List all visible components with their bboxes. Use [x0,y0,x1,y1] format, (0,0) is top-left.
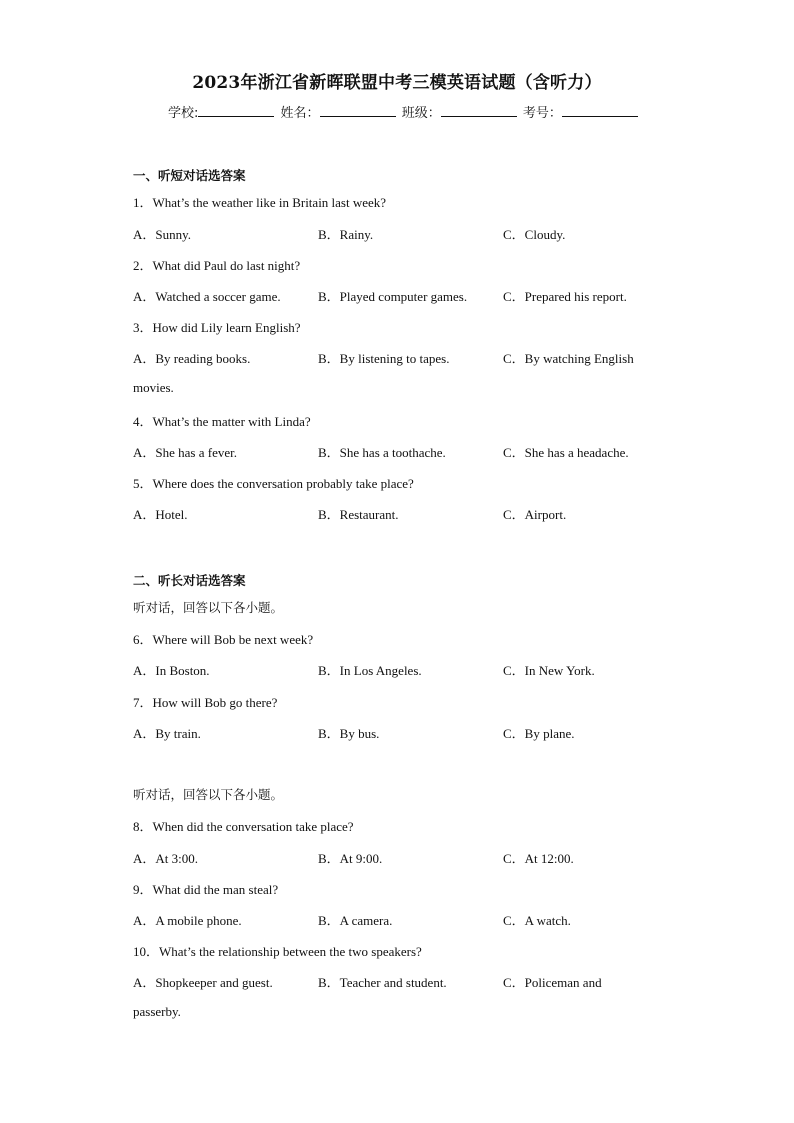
q1-option-c: C．Cloudy. [503,227,566,242]
q10-option-b: B．Teacher and student. [318,975,447,990]
section2-intro-1: 听对话，回答以下各小题。 [133,600,284,615]
question-8: 8．When did the conversation take place? [133,819,354,834]
q7-option-a: A．By train. [133,726,201,741]
q6-option-a: A．In Boston. [133,663,210,678]
section-heading-2: 二、听长对话选答案 [133,573,246,588]
q9-option-b: B．A camera. [318,913,393,928]
q3-option-c-continued: movies. [133,380,174,395]
q10-option-a: A．Shopkeeper and guest. [133,975,273,990]
section-heading-1: 一、听短对话选答案 [133,168,246,183]
name-blank[interactable] [320,104,396,117]
q2-option-b: B．Played computer games. [318,289,468,304]
q9-option-a: A．A mobile phone. [133,913,242,928]
q6-option-b: B．In Los Angeles. [318,663,422,678]
q8-option-a: A．At 3:00. [133,851,199,866]
question-7: 7．How will Bob go there? [133,695,278,710]
question-1: 1．What’s the weather like in Britain last week? [133,195,387,210]
q3-option-c: C．By watching English [503,351,634,366]
number-blank[interactable] [562,104,638,117]
school-label: 学校: [168,106,199,121]
name-label: 姓名： [280,106,320,121]
q5-option-b: B．Restaurant. [318,507,399,522]
q3-option-a: A．By reading books. [133,351,251,366]
question-4: 4．What’s the matter with Linda? [133,414,311,429]
q7-option-b: B．By bus. [318,726,380,741]
school-blank[interactable] [198,104,274,117]
section2-intro-2: 听对话，回答以下各小题。 [133,787,284,802]
q4-option-b: B．She has a toothache. [318,445,446,460]
q8-option-c: C．At 12:00. [503,851,574,866]
q6-option-c: C．In New York. [503,663,595,678]
q7-option-c: C．By plane. [503,726,575,741]
question-3: 3．How did Lily learn English? [133,320,301,335]
page-title: 2023年浙江省新晖联盟中考三模英语试题（含听力） [192,73,602,93]
q9-option-c: C．A watch. [503,913,571,928]
class-label: 班级： [401,106,441,121]
question-9: 9．What did the man steal? [133,882,279,897]
q2-option-c: C．Prepared his report. [503,289,627,304]
question-10: 10．What’s the relationship between the two speakers? [133,944,422,959]
question-5: 5．Where does the conversation probably take place? [133,476,414,491]
question-2: 2．What did Paul do last night? [133,258,301,273]
student-info-line [168,102,640,121]
q10-option-c: C．Policeman and [503,975,602,990]
class-blank[interactable] [441,104,517,117]
q4-option-a: A．She has a fever. [133,445,237,460]
q1-option-a: A．Sunny. [133,227,192,242]
q5-option-c: C．Airport. [503,507,567,522]
q4-option-c: C．She has a headache. [503,445,629,460]
number-label: 考号： [522,106,562,121]
q2-option-a: A．Watched a soccer game. [133,289,281,304]
q8-option-b: B．At 9:00. [318,851,383,866]
question-6: 6．Where will Bob be next week? [133,632,314,647]
q5-option-a: A．Hotel. [133,507,188,522]
q3-option-b: B．By listening to tapes. [318,351,450,366]
q10-option-c-continued: passerby. [133,1004,181,1019]
q1-option-b: B．Rainy. [318,227,374,242]
